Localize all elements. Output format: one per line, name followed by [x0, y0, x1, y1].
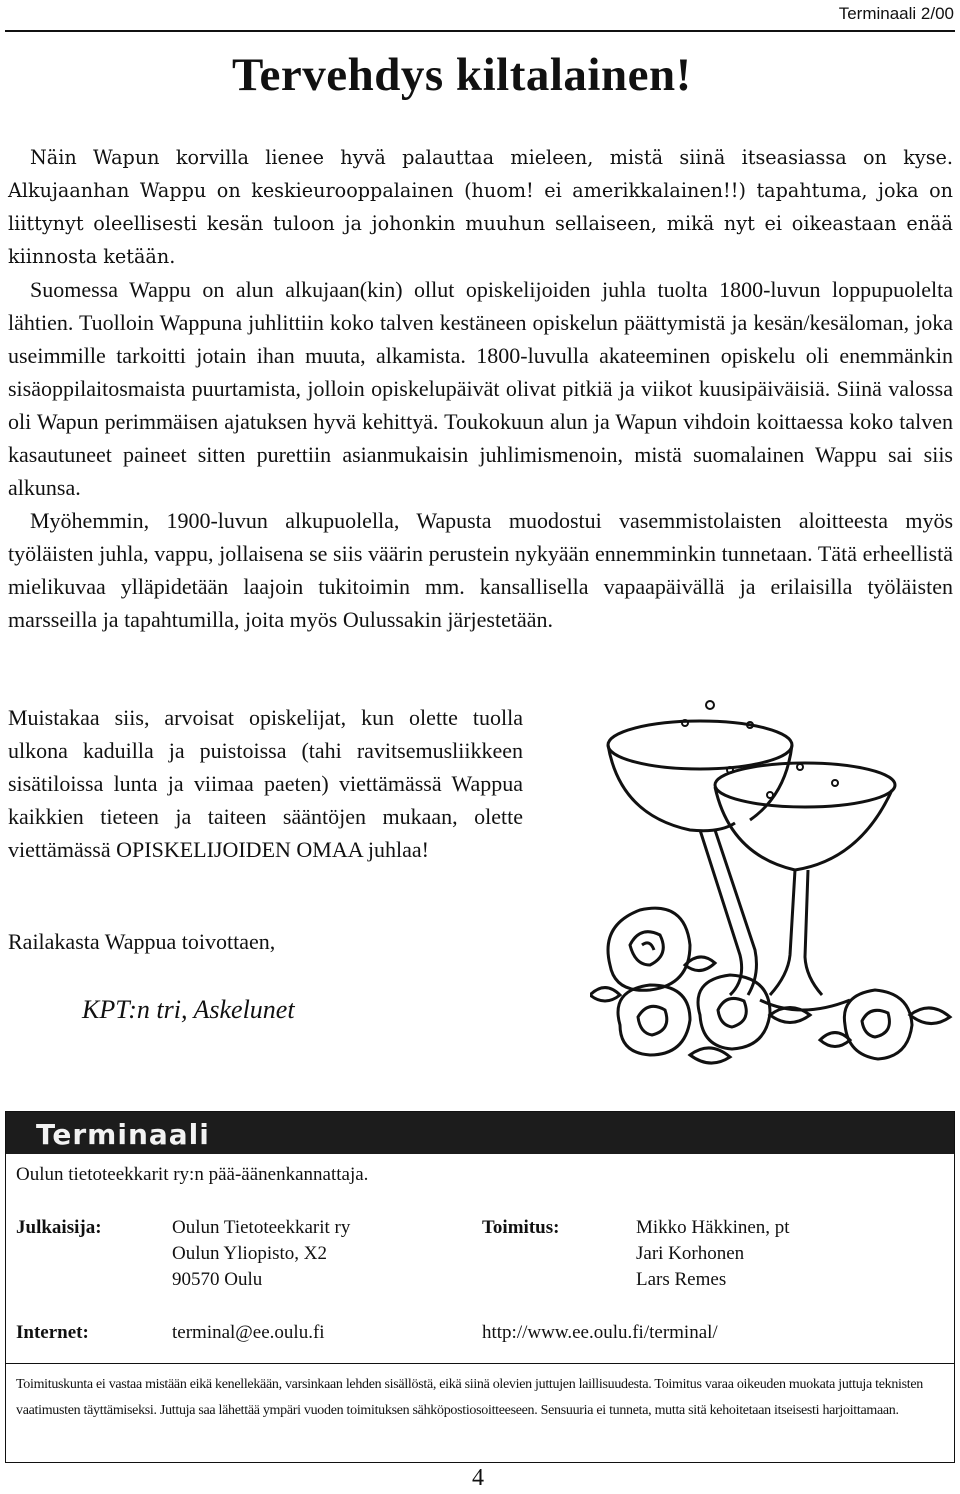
editorial-line-1: Mikko Häkkinen, pt [636, 1217, 790, 1238]
champagne-glasses-roses-illustration [590, 695, 960, 1105]
publisher-label: Julkaisija: [16, 1217, 102, 1238]
publisher-line-2: Oulun Yliopisto, X2 [172, 1243, 327, 1264]
page-number: 4 [472, 1465, 484, 1491]
editorial-line-2: Jari Korhonen [636, 1243, 745, 1264]
rose-2 [618, 985, 690, 1055]
internet-label: Internet: [16, 1322, 89, 1343]
editorial-label: Toimitus: [482, 1217, 560, 1238]
masthead-tagline: Oulun tietoteekkarit ry:n pää-äänenkannattaja. [16, 1164, 369, 1185]
intro-sentence-2: Alkujaanhan Wappu on keskieurooppalainen (huom! ei amerikkalainen!!) tapahtuma, joka on liittynyt oleellisesti kesän tuloon ja johonkin muuhun sellaiseen, mikä nyt ei oikeastaan enää kiinnosta ketään. [8, 179, 953, 268]
closing-paragraph: Muistakaa siis, arvoisat opiskelijat, kun olette tuolla ulkona kaduilla ja puistoissa (tahi ravitsemusliikkeen sisätiloissa lunta ja viimaa paeten) viettämässä Wappua kaikkien tieteen ja taiteen sääntöjen mukaan, olette viettämässä OPISKELIJOIDEN OMAA juhlaa! [8, 705, 523, 862]
editorial-line-3: Lars Remes [636, 1269, 727, 1290]
rose-3 [698, 975, 770, 1049]
body-paragraph-1: Suomessa Wappu on alun alkujaan(kin) ollut opiskelijoiden juhla tuolta 1800-luvun loppupuolelta lähtien. Tuolloin Wappuna juhlittiin koko talven kestäneen opiskelun päättymistä ja kesän/kesäloman, joka useimmille tarkoitti jotain ihan muuta, alkamista. 1800-luvulla akateeminen opiskelu oli enemmänkin sisäoppilaitosmaista puurtamista, jolloin opiskelupäivät olivat pitkiä ja viikot kuusipäiväisiä. Siinä valossa oli Wapun perimmäisen ajatuksen hyvä kehittyä. Toukokuun alun ja Wapun vihdoin koittaessa koko talven kasautuneet paineet sitten purettiin asianmukaisin juhlimismenoin, mistä suomalainen Wappu sai siis alkunsa. [8, 277, 953, 500]
masthead-box [5, 1111, 955, 1463]
intro-sentence-1: Näin Wapun korvilla lienee hyvä palauttaa mieleen, mistä siinä itseasiassa on kyse. [30, 146, 953, 169]
publisher-line-3: 90570 Oulu [172, 1269, 263, 1290]
masthead-title-bar [6, 1112, 954, 1154]
rose-1 [608, 908, 690, 990]
intro-paragraph [8, 141, 953, 273]
article-title: Tervehdys kiltalainen! [232, 49, 692, 101]
article-body [8, 273, 953, 636]
greeting: Railakasta Wappua toivottaen, [8, 929, 276, 954]
website-url[interactable]: http://www.ee.oulu.fi/terminal/ [482, 1322, 718, 1343]
disclaimer: Toimituskunta ei vastaa mistään eikä kenellekään, varsinkaan lehden sisällöstä, eikä siinä olevien juttujen laillisuudesta. Toimitus varaa oikeuden muokata juttuja teknisten vaatimusten täyttämiseksi. Juttuja saa lähettää ympäri vuoden toimituksen sähköpostiosoitteeseen. Sensuuria ei tunneta, mutta sitä kehoitetaan itseisesti harjoittamaan. [16, 1377, 923, 1418]
header-rule [5, 30, 955, 32]
contact-email[interactable]: terminal@ee.oulu.fi [172, 1322, 325, 1343]
masthead-title: Terminaali [36, 1118, 210, 1151]
publisher-line-1: Oulun Tietoteekkarit ry [172, 1217, 351, 1238]
running-header: Terminaali 2/00 [838, 4, 954, 23]
masthead-divider [6, 1363, 954, 1364]
rose-4 [844, 990, 912, 1059]
signature: KPT:n tri, Askelunet [82, 995, 295, 1024]
body-paragraph-2: Myöhemmin, 1900-luvun alkupuolella, Wapusta muodostui vasemmistolaisten aloitteesta myös työläisten juhla, vappu, jollaisena se siis väärin perustein nykyään ennemminkin tunnetaan. Tätä erheellistä mielikuvaa ylläpidetään laajoin tukitoimin mm. kansallisella vapaapäivällä ja erilaisilla työläisten marsseilla ja tapahtumilla, joita myös Oulussakin järjestetään. [8, 508, 953, 632]
bubbles [682, 701, 838, 798]
